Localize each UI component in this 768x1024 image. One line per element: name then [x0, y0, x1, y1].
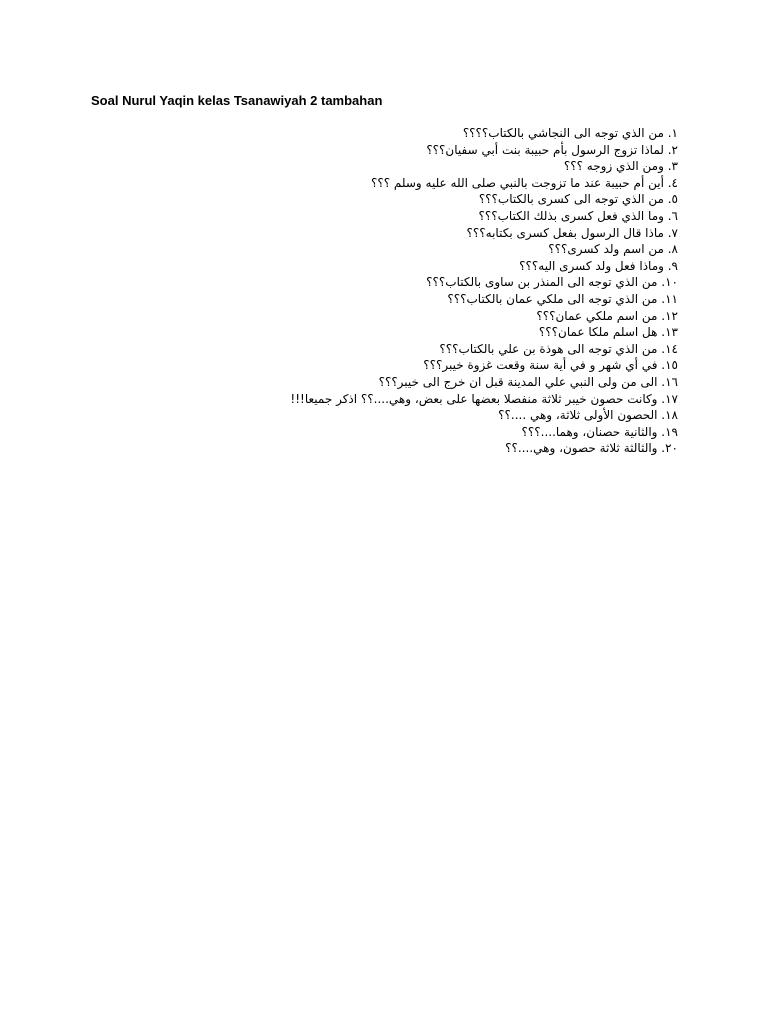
document-title: Soal Nurul Yaqin kelas Tsanawiyah 2 tambahan [91, 93, 383, 108]
question-list [118, 125, 678, 457]
question-item: ٩. وماذا فعل ولد كسرى اليه؟؟؟ [519, 258, 678, 273]
question-item: ٧. ماذا قال الرسول بفعل كسرى بكتابه؟؟؟ [466, 225, 678, 240]
question-item: ٢. لماذا تزوج الرسول بأم حبيبة بنت أبي سفيان؟؟؟ [426, 142, 678, 157]
question-item: ١٦. الى من ولى النبي علي المدينة قبل ان خرج الى خيبر؟؟؟ [378, 374, 678, 389]
question-item: ٢٠. والثالثة ثلاثة حصون، وهي....؟؟ [505, 441, 678, 456]
question-item: ١٧. وكانت حصون خيبر ثلاثة منفصلا بعضها على بعض، وهي....؟؟ اذكر جميعا!!! [290, 391, 678, 406]
question-item: ١٥. في أي شهر و في أية سنة وقعت غزوة خيبر؟؟؟ [423, 358, 678, 373]
question-item: ١١. من الذي توجه الى ملكي عمان بالكتاب؟؟؟ [447, 291, 678, 306]
question-item: ١٤. من الذي توجه الى هوذة بن علي بالكتاب؟؟؟ [439, 341, 678, 356]
question-item: ٣. ومن الذي زوجه ؟؟؟ [563, 159, 678, 174]
question-item: ١٠. من الذي توجه الى المنذر بن ساوى بالكتاب؟؟؟ [426, 275, 678, 290]
question-item: ٨. من اسم ولد كسرى؟؟؟ [548, 242, 678, 257]
question-item: ١٨. الحصون الأولى ثلاثة، وهي ....؟؟ [498, 408, 678, 423]
question-item: ١٢. من اسم ملكي عمان؟؟؟ [536, 308, 678, 323]
question-item: ١. من الذي توجه الى النجاشي بالكتاب؟؟؟؟ [462, 126, 678, 140]
question-item: ٥. من الذي توجه الى كسرى بالكتاب؟؟؟ [478, 192, 678, 207]
question-item: ١٣. هل اسلم ملكا عمان؟؟؟ [538, 325, 678, 340]
question-item: ١٩. والثانية حصنان، وهما....؟؟؟ [521, 424, 678, 439]
question-item: ٦. وما الذي فعل كسرى بذلك الكتاب؟؟؟ [478, 208, 678, 223]
question-item: ٤. أين أم حبيبة عند ما تزوجت بالنبي صلى الله عليه وسلم ؟؟؟ [370, 175, 678, 190]
